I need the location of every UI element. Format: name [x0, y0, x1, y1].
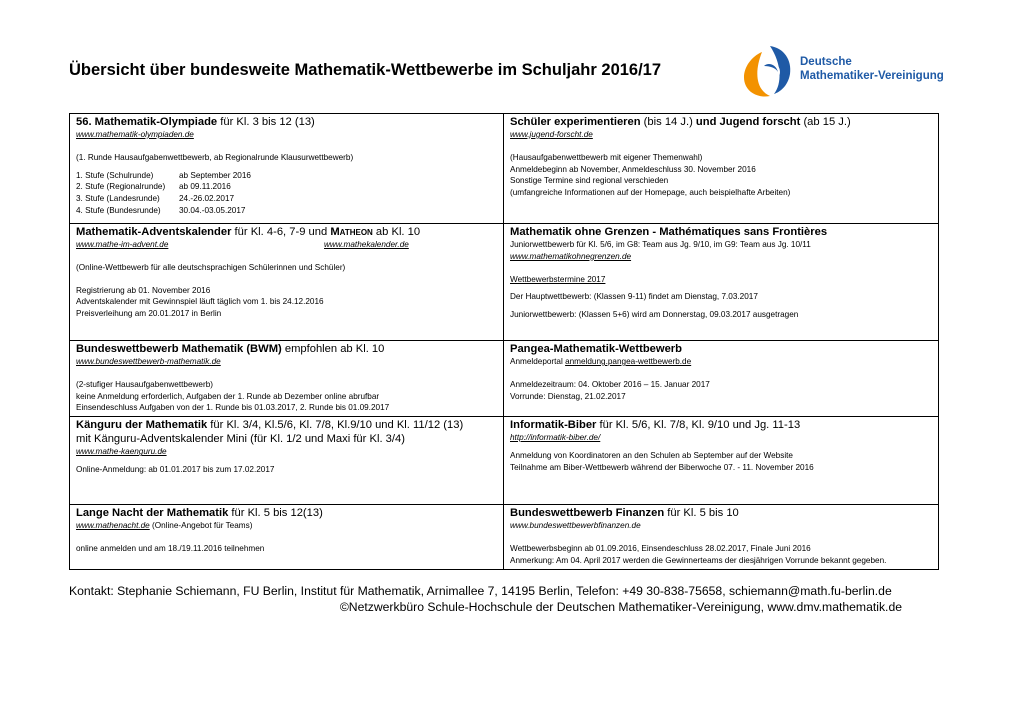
cell-jugend-forscht: Schüler experimentieren (bis 14 J.) und Jugend forscht (ab 15 J.) www.jugend-forscht.de (Hausaufgabenwettbewerb mit eigener Themenwahl) Anmeldebeginn ab November, Anmeldeschluss 30. November 2016 Sonstige Termine sind regional verschieden (umfangreiche Informationen auf der Homepage, auch beispielhafte Arbeiten) [504, 114, 939, 224]
cell-mathenacht: Lange Nacht der Mathematik für Kl. 5 bis 12(13) www.mathenacht.de (Online-Angebot für Teams) online anmelden und am 18./19.11.2016 teilnehmen [70, 505, 504, 569]
stage-row: 1. Stufe (Schulrunde) ab September 2016 [76, 170, 251, 180]
cell-pangea: Pangea-Mathematik-Wettbewerb Anmeldeportal anmeldung.pangea-wettbewerb.de Anmeldezeitraum: 04. Oktober 2016 – 15. Januar 2017 Vorrunde: Dienstag, 21.02.2017 [504, 341, 939, 417]
cell-adventskalender: Mathematik-Adventskalender für Kl. 4-6, 7-9 und Matheon ab Kl. 10 www.mathe-im-advent.de www.mathekalender.de (Online-Wettbewerb für alle deutschsprachigen Schülerinnen und Schüler) Registrierung ab 01. November 2016 Adventskalender mit Gewinnspiel läuft täglich vom 1. bis 24.12.2016 Preisverleihung am 20.01.2017 in Berlin [70, 224, 504, 341]
link-olympiade[interactable]: www.mathematik-olympiaden.de [76, 130, 194, 139]
link-finanzen[interactable]: www.bundeswettbewerbfinanzen.de [510, 521, 641, 531]
link-jugend-forscht[interactable]: www.jugend-forscht.de [510, 130, 593, 139]
link-mathe-im-advent[interactable]: www.mathe-im-advent.de [76, 240, 169, 249]
stage-row: 2. Stufe (Regionalrunde) ab 09.11.2016 [76, 182, 231, 192]
cell-kaenguru: Känguru der Mathematik für Kl. 3/4, Kl.5/6, Kl. 7/8, Kl.9/10 und Kl. 11/12 (13) mit Känguru-Adventskalender Mini (für Kl. 1/2 und Maxi für Kl. 3/4) www.mathe-kaenguru.de Online-Anmeldung: ab 01.01.2017 bis zum 17.02.2017 [70, 417, 504, 505]
cell-informatik-biber: Informatik-Biber für Kl. 5/6, Kl. 7/8, Kl. 9/10 und Jg. 11-13 http://informatik-biber.de/ Anmeldung von Koordinatoren an den Schulen ab September auf der Website Teilnahme am Biber-Wettbewerb während der Biberwoche 07. - 11. November 2016 [504, 417, 939, 505]
contact-footer [69, 583, 902, 615]
table-row [70, 114, 939, 224]
table-row [70, 505, 939, 569]
table-row [70, 224, 939, 341]
page-title: Übersicht über bundesweite Mathematik-Wettbewerbe im Schuljahr 2016/17 [69, 61, 662, 79]
link-mathenacht[interactable]: www.mathenacht.de [76, 521, 150, 531]
stage-row: 3. Stufe (Landesrunde) 24.-26.02.2017 [76, 194, 235, 204]
link-kaenguru[interactable]: www.mathe-kaenguru.de [76, 447, 167, 457]
link-mathekalender[interactable]: www.mathekalender.de [324, 240, 409, 249]
link-bwm[interactable]: www.bundeswettbewerb-mathematik.de [76, 357, 221, 366]
link-biber[interactable]: http://informatik-biber.de/ [510, 433, 601, 443]
contact-line: Kontakt: Stephanie Schiemann, FU Berlin, Institut für Mathematik, Arnimallee 7, 14195 Berlin, Telefon: +49 30-838-75658, schiemann@math.fu-berlin.de [69, 584, 892, 598]
cell-olympiade: 56. Mathematik-Olympiade für Kl. 3 bis 12 (13) www.mathematik-olympiaden.de (1. Runde Hausaufgabenwettbewerb, ab Regionalrunde Klausurwettbewerb) 1. Stufe (Schulrunde) ab September 2016 2. Stufe (Regionalrunde) ab 09.11.2016 3. Stufe (Landesrunde) 24.-26.02.2017 4. Stufe (Bundesrunde) 30.04.-03.05.2017 [70, 114, 504, 224]
copyright-line: ©Netzwerkbüro Schule-Hochschule der Deutschen Mathematiker-Vereinigung, www.dmv.mathematik.de [339, 600, 902, 614]
cell-finanzen: Bundeswettbewerb Finanzen für Kl. 5 bis 10 www.bundeswettbewerbfinanzen.de Wettbewerbsbeginn ab 01.09.2016, Einsendeschluss 28.02.2017, Finale Juni 2016 Anmerkung: Am 04. April 2017 werden die Gewinnerteams der diesjährigen Vorrunde bekannt gegeben. [504, 505, 939, 569]
cell-bwm: Bundeswettbewerb Mathematik (BWM) empfohlen ab Kl. 10 www.bundeswettbewerb-mathematik.de (2-stufiger Hausaufgabenwettbewerb) keine Anmeldung erforderlich, Aufgaben der 1. Runde ab Dezember online abrufbar Einsendeschluss Aufgaben von der 1. Runde bis 01.03.2017, 2. Runde bis 01.09.2017 [70, 341, 504, 417]
dmv-logo [740, 42, 944, 98]
cell-ohne-grenzen: Mathematik ohne Grenzen - Mathématiques sans Frontières Juniorwettbewerb für Kl. 5/6, im G8: Team aus Jg. 9/10, im G9: Team aus Jg. 10/11 www.mathematikohnegrenzen.de Wettbewerbstermine 2017 Der Hauptwettbewerb: (Klassen 9-11) findet am Dienstag, 7.03.2017 Juniorwettbewerb: (Klassen 5+6) wird am Donnerstag, 09.03.2017 ausgetragen [504, 224, 939, 341]
table-row [70, 341, 939, 417]
link-pangea[interactable]: anmeldung.pangea-wettbewerb.de [565, 357, 692, 366]
table-row [70, 417, 939, 505]
dmv-logo-text: Deutsche Mathematiker-Vereinigung [800, 56, 944, 82]
link-ohne-grenzen[interactable]: www.mathematikohnegrenzen.de [510, 251, 632, 261]
competition-name: 56. Mathematik-Olympiade [76, 116, 218, 128]
dmv-logo-icon [740, 42, 796, 98]
stage-row: 4. Stufe (Bundesrunde) 30.04.-03.05.2017 [76, 205, 246, 215]
competitions-table [69, 113, 939, 570]
